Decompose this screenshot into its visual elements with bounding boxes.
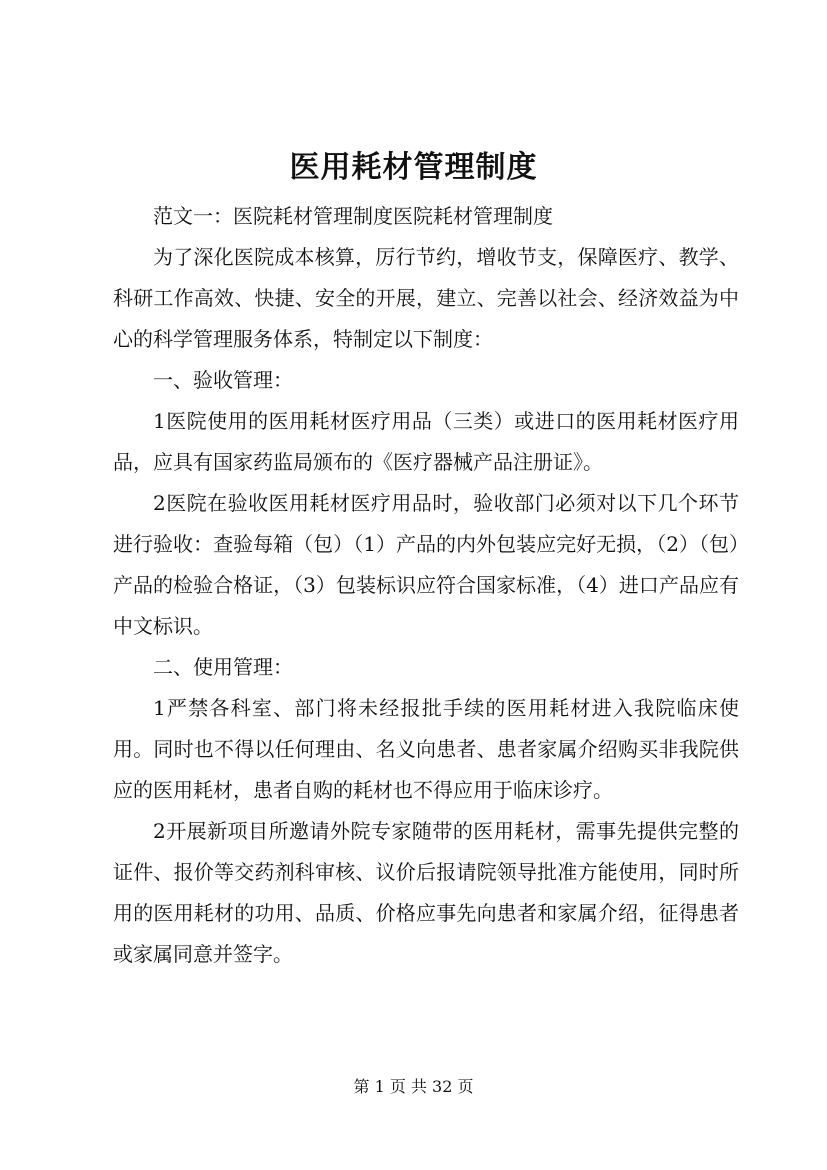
paragraph: 2开展新项目所邀请外院专家随带的医用耗材，需事先提供完整的证件、报价等交药剂科审核、议价后报请院领导批准方能使用，同时所用的医用耗材的功用、品质、价格应事先向患者和家属介绍，征得患者或家属同意并签字。 [113,819,739,966]
paragraph: 1医院使用的医用耗材医疗用品（三类）或进口的医用耗材医疗用品，应具有国家药监局颁布的《医疗器械产品注册证》。 [113,409,739,474]
document-title: 医用耗材管理制度 [289,150,538,185]
paragraph: 1严禁各科室、部门将未经报批手续的医用耗材进入我院临床使用。同时也不得以任何理由、名义向患者、患者家属介绍购买非我院供应的医用耗材，患者自购的耗材也不得应用于临床诊疗。 [113,696,739,802]
page-number-footer: 第 1 页 共 32 页 [353,1077,474,1096]
paragraph: 2医院在验收医用耗材医疗用品时，验收部门必须对以下几个环节进行验收：查验每箱（包）（1）产品的内外包装应完好无损，（2）（包）产品的检验合格证，（3）包装标识应符合国家标准，（4）进口产品应有中文标识。 [113,491,739,638]
paragraph: 范文一：医院耗材管理制度医院耗材管理制度 [153,204,553,228]
section-heading: 一、验收管理： [153,368,293,392]
section-heading: 二、使用管理： [153,655,293,679]
document-body [113,196,739,975]
paragraph: 为了深化医院成本核算，厉行节约，增收节支，保障医疗、教学、科研工作高效、快捷、安全的开展，建立、完善以社会、经济效益为中心的科学管理服务体系，特制定以下制度： [113,245,739,351]
